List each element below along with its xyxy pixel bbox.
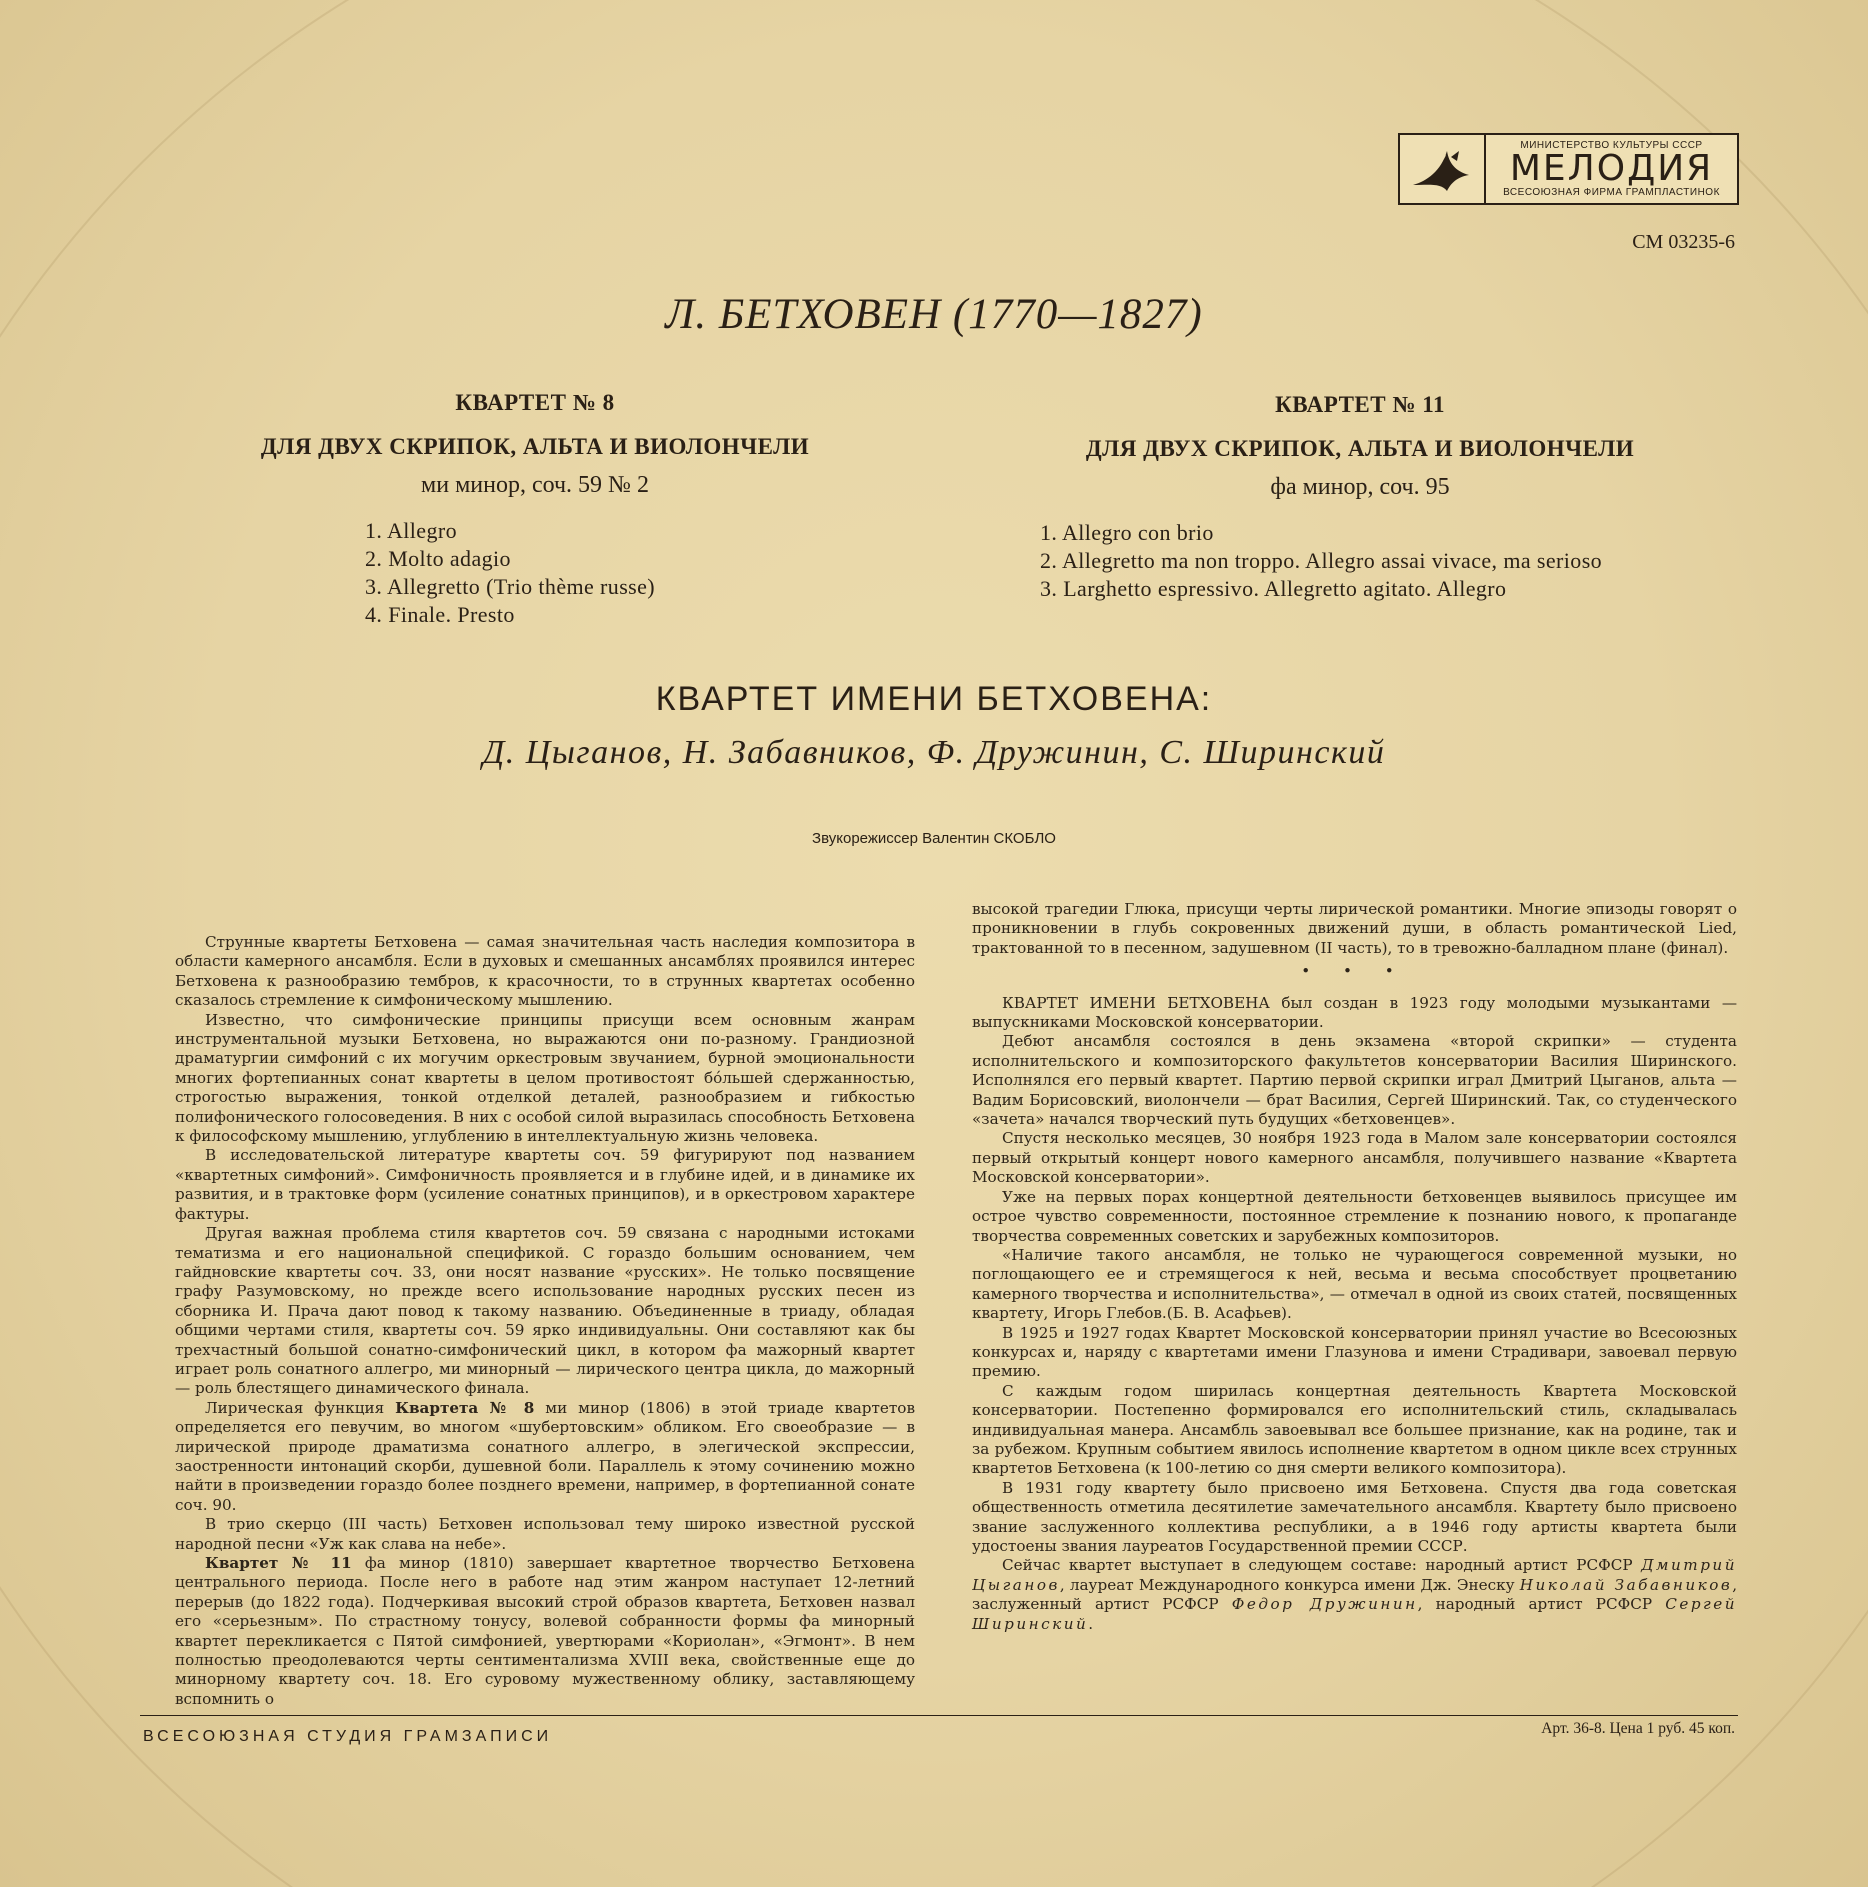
logo-subtitle: ВСЕСОЮЗНАЯ ФИРМА ГРАМПЛАСТИНОК xyxy=(1503,187,1720,198)
work-instrumentation: ДЛЯ ДВУХ СКРИПОК, АЛЬТА И ВИОЛОНЧЕЛИ xyxy=(260,434,810,459)
melodiya-logo xyxy=(1398,133,1739,205)
price-line: Арт. 36-8. Цена 1 руб. 45 коп. xyxy=(1541,1720,1735,1737)
movement-item: 2. Molto adagio xyxy=(365,546,511,571)
studio-name: ВСЕСОЮЗНАЯ СТУДИЯ ГРАМЗАПИСИ xyxy=(143,1728,553,1745)
notes-emphasis: Квартет № 11 xyxy=(205,1554,352,1572)
notes-paragraph: В исследовательской литературе квартеты соч. 59 фигурируют под названием «квартетных симфоний». Симфоничность проявляется и в глубине идей, и в динамике их развития, и в трактовке форм (усиление сонатных принципов), и в оркестровом характере фактуры. xyxy=(175,1146,915,1223)
notes-paragraph: В трио скерцо (III часть) Бетховен использовал тему широко известной русской народной песни «Уж как слава на небе». xyxy=(175,1515,915,1553)
notes-text: Сейчас квартет выступает в следующем составе: народный артист РСФСР xyxy=(1002,1556,1642,1575)
work-key: фа минор, соч. 95 xyxy=(1270,474,1450,500)
notes-paragraph: В 1931 году квартету было присвоено имя Бетховена. Спустя два года советская общественность отметила десятилетие замечательного ансамбля. Квартету было присвоено звание заслуженного коллектива республики, а в 1946 году артисты квартета были удостоены звания лауреатов Государственной премии СССР. xyxy=(972,1478,1737,1555)
footer-rule xyxy=(140,1715,1738,1716)
member-name: Николай Забавников xyxy=(1519,1575,1733,1594)
notes-text: ми минор (1806) в этой триаде квартетов определяется его певучим, во многом «шубертовским» обликом. Его своеобразие — в лирической природе драматизма сонатного аллегро, в элегической экспрессии, заостренности интонаций скорби, душевной боли. Параллель к этому сочинению можно найти в произведении гораздо более позднего времени, например, в фортепианной сонате соч. 90. xyxy=(175,1398,916,1514)
notes-paragraph: Струнные квартеты Бетховена — самая значительная часть наследия композитора в области камерного ансамбля. Если в духовых и смешанных ансамблях проявился интерес Бетховена к разнообразию тембров, к красочности, то в струнных квартетах особенно сказалось стремление к симфоническому мышлению. xyxy=(175,933,915,1010)
liner-notes-right xyxy=(972,900,1737,1634)
notes-paragraph: Уже на первых порах концертной деятельности бетховенцев выявилось присущее им острое чувство современности, постоянное стремление к познанию нового, к пропаганде творчества современных советских и зарубежных композиторов. xyxy=(972,1187,1737,1245)
sound-engineer-credit: Звукорежиссер Валентин СКОБЛО xyxy=(812,830,1056,847)
melodiya-emblem-icon xyxy=(1400,135,1486,203)
notes-paragraph: высокой трагедии Глюка, присущи черты лирической романтики. Многие эпизоды говорят о проникновении в глубь сокровенных движений души, в область романтической Lied, трактованной то в песенном, задушевном (II часть), то в тревожно-балладном плане (финал). xyxy=(972,900,1737,957)
work-key: ми минор, соч. 59 № 2 xyxy=(421,472,649,498)
work-quartet-8 xyxy=(200,390,870,629)
notes-text: , лауреат Международного конкурса имени Дж. Энеску xyxy=(1059,1575,1520,1594)
notes-text: , заслуженный артист РСФСР xyxy=(972,1575,1738,1614)
composer-heading: Л. БЕТХОВЕН (1770—1827) xyxy=(665,291,1203,338)
notes-paragraph: С каждым годом ширилась концертная деятельность Квартета Московской консерватории. Постепенно формировался его исполнительский стиль, складывалась индивидуальная манера. Ансамбль завоевывал все большее признание, как на родине, так и за рубежом. Крупным событием явилось исполнение квартетом в одном цикле всех струнных квартетов Бетховена (к 100-летию со дня смерти великого композитора). xyxy=(972,1381,1737,1478)
notes-paragraph: Спустя несколько месяцев, 30 ноября 1923 года в Малом зале консерватории состоялся первый открытый концерт нового камерного ансамбля, получившего название «Квартета Московской консерватории». xyxy=(972,1129,1737,1187)
notes-paragraph xyxy=(175,1554,915,1709)
notes-text: Лирическая функция xyxy=(205,1398,396,1417)
section-divider-dots: • • • xyxy=(1301,962,1408,981)
notes-text: , народный артист РСФСР xyxy=(1417,1595,1666,1614)
notes-text: . xyxy=(1088,1614,1094,1633)
work-quartet-11 xyxy=(1020,392,1700,603)
notes-paragraph xyxy=(175,1399,915,1515)
member-name: Дмитрий Цыганов xyxy=(972,1556,1737,1594)
work-title: КВАРТЕТ № 8 xyxy=(455,390,615,415)
catalog-number: СМ 03235-6 xyxy=(1632,231,1735,253)
notes-paragraph: В 1925 и 1927 годах Квартет Московской консерватории принял участие во Всесоюзных конкурсах и, наряду с квартетами имени Глазунова и имени Страдивари, завоевал первую премию. xyxy=(972,1323,1737,1381)
movement-item: 1. Allegro xyxy=(365,518,457,543)
logo-name: МЕЛОДИЯ xyxy=(1509,148,1714,189)
notes-text: фа минор (1810) завершает квартетное творчество Бетховена центрального периода. После него в работе над этим жанром наступает 12-летний перерыв (до 1822 года). Подчеркивая высокий строй образов квартета, Бетховен назвал его «серьезным». По страстному тонусу, волевой собранности формы фа минорный квартет перекликается с Пятой симфонией, увертюрами «Кориолан», «Эгмонт». В нем полностью преодолеваются черты сентиментализма XVIII века, свойственные еще до минорному квартету соч. 18. Его суровому мужественному облику, заставляющему вспомнить о xyxy=(175,1554,915,1708)
liner-notes-left xyxy=(175,933,915,1709)
movement-item: 4. Finale. Presto xyxy=(365,602,515,627)
work-title: КВАРТЕТ № 11 xyxy=(1275,392,1445,417)
notes-emphasis: Квартета № 8 xyxy=(395,1398,535,1417)
movement-list xyxy=(1020,519,1700,603)
movement-list xyxy=(200,517,870,629)
member-name: Федор Дружинин xyxy=(1231,1595,1418,1614)
movement-item: 3. Larghetto espressivo. Allegretto agitato. Allegro xyxy=(1040,576,1507,601)
notes-paragraph xyxy=(972,1556,1737,1634)
ensemble-heading: КВАРТЕТ ИМЕНИ БЕТХОВЕНА: xyxy=(655,680,1213,718)
member-name: Сергей Ширинский xyxy=(972,1595,1737,1633)
notes-paragraph: Известно, что симфонические принципы присущи всем основным жанрам инструментальной музыки Бетховена, но выражаются они по-разному. Грандиозной драматургии симфоний с их могучим оркестровым звучанием, бурной эмоциональности многих фортепианных сонат квартеты в целом противостоят бо́льшей сдержанностью, строгостью выражения, тонкой отделкой деталей, разнообразием и гибкостью полифонического голосоведения. В них с особой силой выразилась способность Бетховена к философскому мышлению, углублению в интеллектуальную жизнь человека. xyxy=(175,1010,915,1146)
movement-item: 2. Allegretto ma non troppo. Allegro assai vivace, ma serioso xyxy=(1040,548,1603,573)
ensemble-members: Д. Цыганов, Н. Забавников, Ф. Дружинин, С. Ширинский xyxy=(482,734,1386,771)
logo-text xyxy=(1486,135,1737,203)
work-instrumentation: ДЛЯ ДВУХ СКРИПОК, АЛЬТА И ВИОЛОНЧЕЛИ xyxy=(1085,436,1635,461)
notes-paragraph: Дебют ансамбля состоялся в день экзамена «второй скрипки» — студента исполнительского и композиторского факультетов консерватории Василия Ширинского. Исполнялся его первый квартет. Партию первой скрипки играл Дмитрий Цыганов, альта — Вадим Борисовский, виолончели — брат Василия, Сергей Ширинский. Так, со студенческого «зачета» начался творческий путь будущих «бетховенцев». xyxy=(972,1032,1737,1129)
logo-ministry: МИНИСТЕРСТВО КУЛЬТУРЫ СССР xyxy=(1520,140,1703,151)
notes-paragraph: Другая важная проблема стиля квартетов соч. 59 связана с народными истоками тематизма и его национальной спецификой. С гораздо большим основанием, чем гайдновские квартеты соч. 33, они носят название «русских». Не только посвящение графу Разумовскому, но прежде всего использование народных русских песен из сборника И. Прача дают повод к такому названию. Объединенные в триаду, обладая общими чертами стиля, квартеты соч. 59 ярко индивидуальны. Они составляют как бы трехчастный большой сонатно-симфонический цикл, в котором фа мажорный квартет играет роль сонатного аллегро, ми минорный — лирического центра цикла, до мажорный — роль блестящего динамического финала. xyxy=(175,1224,915,1398)
movement-item: 3. Allegretto (Trio thème russe) xyxy=(365,574,656,599)
notes-paragraph: «Наличие такого ансамбля, не только не чурающегося современной музыки, но поглощающего ее и стремящегося к ней, весьма и весьма способствует процветанию камерного творчества и исполнительства», — отмечал в одной из своих статей, посвященных квартету, Игорь Глебов.(Б. В. Асафьев). xyxy=(972,1245,1737,1323)
movement-item: 1. Allegro con brio xyxy=(1040,520,1214,545)
notes-paragraph: КВАРТЕТ ИМЕНИ БЕТХОВЕНА был создан в 1923 году молодыми музыкантами — выпускниками Московской консерватории. xyxy=(972,993,1737,1032)
